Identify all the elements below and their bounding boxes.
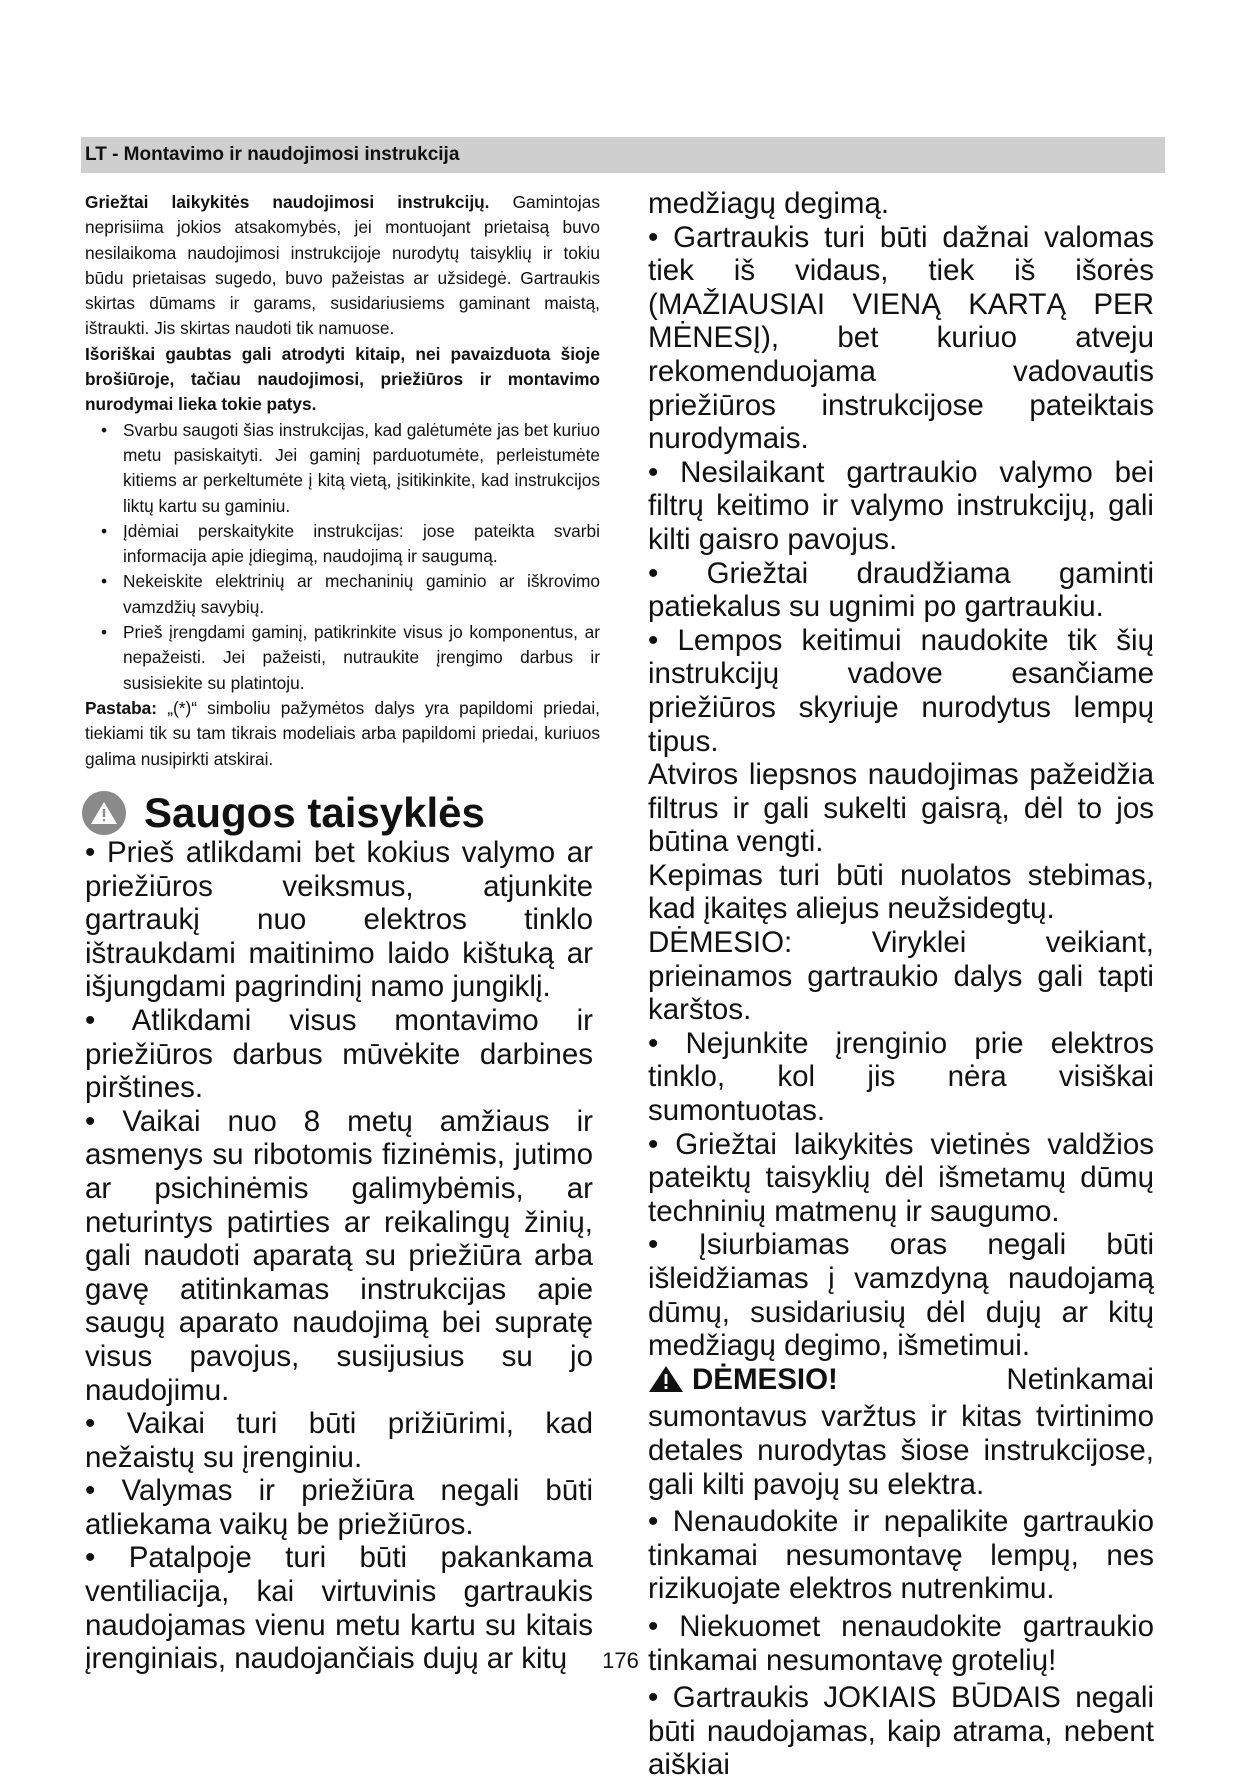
safety-paragraph: • Lempos keitimui naudokite tik šių instrukcijų vadove esančiame priežiūros skyriuje nurodytus lempų tipus. bbox=[648, 623, 1154, 758]
intro-paragraph bbox=[85, 190, 600, 342]
safety-paragraph: • Niekuomet nenaudokite gartraukio tinkamai nesumontavę grotelių! bbox=[648, 1609, 1154, 1677]
warning-triangle-icon bbox=[648, 1365, 684, 1401]
safety-paragraph: Atviros liepsnos naudojimas pažeidžia filtrus ir gali sukelti gaisrą, dėl to jos būtina vengti. bbox=[648, 758, 1154, 859]
safety-title: Saugos taisyklės bbox=[144, 789, 485, 836]
safety-paragraph: • Gartraukis turi būti dažnai valomas tiek iš vidaus, tiek iš išorės (MAŽIAUSIAI VIENĄ KARTĄ PER MĖNESĮ), bet kuriuo atveju rekomenduojama vadovautis priežiūros instrukcijose pateiktais nurodymais. bbox=[648, 220, 1154, 456]
warning-label: DĖMESIO! bbox=[692, 1362, 838, 1396]
safety-left-column bbox=[85, 836, 593, 1676]
intro-bold-note: Išoriškai gaubtas gali atrodyti kitaip, nei pavaizduota šioje brošiūroje, tačiau naudojimosi, priežiūros ir montavimo nurodymai lieka tokie patys. bbox=[85, 343, 600, 415]
safety-paragraph: • Patalpoje turi būti pakankama ventiliacija, kai virtuvinis gartraukis naudojamas vienu metu kartu su kitais įrenginiais, naudojančiais dujų ar kitų bbox=[85, 1541, 593, 1676]
page-number: 176 bbox=[602, 1648, 639, 1673]
safety-paragraph: • Griežtai laikykitės vietinės valdžios pateiktų taisyklių dėl išmetamų dūmų techninių matmenų ir saugumo. bbox=[648, 1127, 1154, 1228]
safety-heading bbox=[82, 785, 485, 841]
intro-bullet-list bbox=[85, 418, 600, 696]
safety-paragraph: • Atlikdami visus montavimo ir priežiūros darbus mūvėkite darbines pirštines. bbox=[85, 1003, 593, 1105]
safety-paragraph: • Nejunkite įrenginio prie elektros tinklo, kol jis nėra visiškai sumontuotas. bbox=[648, 1026, 1154, 1128]
warning-paragraph bbox=[648, 1363, 1154, 1501]
safety-paragraph: • Nenaudokite ir nepalikite gartraukio tinkamai nesumontavę lempų, nes rizikuojate elektros nutrenkimu. bbox=[648, 1505, 1154, 1606]
intro-section bbox=[85, 190, 600, 772]
safety-paragraph: • Vaikai nuo 8 metų amžiaus ir asmenys su ribotomis fizinėmis, jutimo ar psichinėmis galimybėmis, ar neturintys patirties ar reikalingų žinių, gali naudoti aparatą su priežiūra arba gavę atitinkamas instrukcijas apie saugų aparato naudojimą bei supratę visus pavojus, susijusius su jo naudojimu. bbox=[85, 1104, 593, 1407]
safety-paragraph: • Valymas ir priežiūra negali būti atliekama vaikų be priežiūros. bbox=[85, 1474, 593, 1541]
safety-paragraph: • Vaikai turi būti prižiūrimi, kad nežaistų su įrenginiu. bbox=[85, 1407, 593, 1474]
note-label: Pastaba: bbox=[85, 697, 158, 718]
list-item: • Prieš įrengdami gaminį, patikrinkite visus jo komponentus, ar nepažeisti. Jei pažeisti, nutraukite įrengimo darbus ir susisiekite su platintoju. bbox=[101, 622, 600, 693]
intro-lead-bold: Griežtai laikykitės naudojimosi instrukcijų. bbox=[85, 192, 490, 212]
intro-note bbox=[85, 696, 600, 772]
intro-lead-text: Gamintojas neprisiima jokios atsakomybės, jei montuojant prietaisą buvo nesilaikoma naudojimosi instrukcijoje nurodytų taisyklių ir tokiu būdu prietaisas sugedo, buvo pažeistas ar užsidegė. Gartraukis skirtas dūmams ir garams, susidariusiems gaminant maistą, ištraukti. Jis skirtas naudoti tik namuose. bbox=[85, 192, 600, 339]
safety-paragraph: • Prieš atlikdami bet kokius valymo ar priežiūros veiksmus, atjunkite gartraukį nuo elektros tinklo ištraukdami maitinimo laido kištuką ar išjungdami pagrindinį namo jungiklį. bbox=[85, 836, 593, 1004]
list-item: • Nekeiskite elektrinių ar mechaninių gaminio ar iškrovimo vamzdžių savybių. bbox=[101, 571, 600, 617]
safety-right-column bbox=[648, 187, 1154, 1782]
safety-paragraph: medžiagų degimą. bbox=[648, 187, 890, 220]
safety-paragraph: Kepimas turi būti nuolatos stebimas, kad įkaitęs aliejus neužsidegtų. bbox=[648, 858, 1154, 926]
list-item: • Svarbu saugoti šias instrukcijas, kad galėtumėte jas bet kuriuo metu pasiskaityti. Jei gaminį parduotumėte, perleistumėte kitiems ar perkeltumėte į kitą vietą, įsitikinkite, kad instrukcijos liktų kartu su gaminiu. bbox=[101, 419, 600, 516]
list-item: • Įdėmiai perskaitykite instrukcijas: jose pateikta svarbi informacija apie įdiegimą, naudojimą ir saugumą. bbox=[101, 520, 600, 567]
safety-paragraph: • Gartraukis JOKIAIS BŪDAIS negali būti naudojamas, kaip atrama, nebent aiškiai bbox=[648, 1681, 1154, 1782]
page-header: LT - Montavimo ir naudojimosi instrukcija bbox=[81, 137, 1165, 173]
note-text: „(*)“ simboliu pažymėtos dalys yra papildomi priedai, tiekiami tik su tam tikrais modeliais arba papildomi priedai, kuriuos galima nusipirkti atskirai. bbox=[85, 697, 600, 769]
safety-paragraph: • Griežtai draudžiama gaminti patiekalus su ugnimi po gartraukiu. bbox=[648, 556, 1154, 624]
safety-paragraph: • Įsiurbiamas oras negali būti išleidžiamas į vamzdyną naudojamą dūmų, susidariusių dėl dujų ar kitų medžiagų degimo, išmetimui. bbox=[648, 1228, 1154, 1363]
safety-paragraph: DĖMESIO: Viryklei veikiant, prieinamos gartraukio dalys gali tapti karštos. bbox=[648, 926, 1154, 1027]
warning-text: Netinkamai sumontavus varžtus ir kitas tvirtinimo detales nurodytas šiose instrukcijose, gali kilti pavojų su elektra. bbox=[648, 1362, 1154, 1501]
safety-paragraph: • Nesilaikant gartraukio valymo bei filtrų keitimo ir valymo instrukcijų, gali kilti gaisro pavojus. bbox=[648, 455, 1154, 556]
warning-icon bbox=[82, 791, 126, 835]
